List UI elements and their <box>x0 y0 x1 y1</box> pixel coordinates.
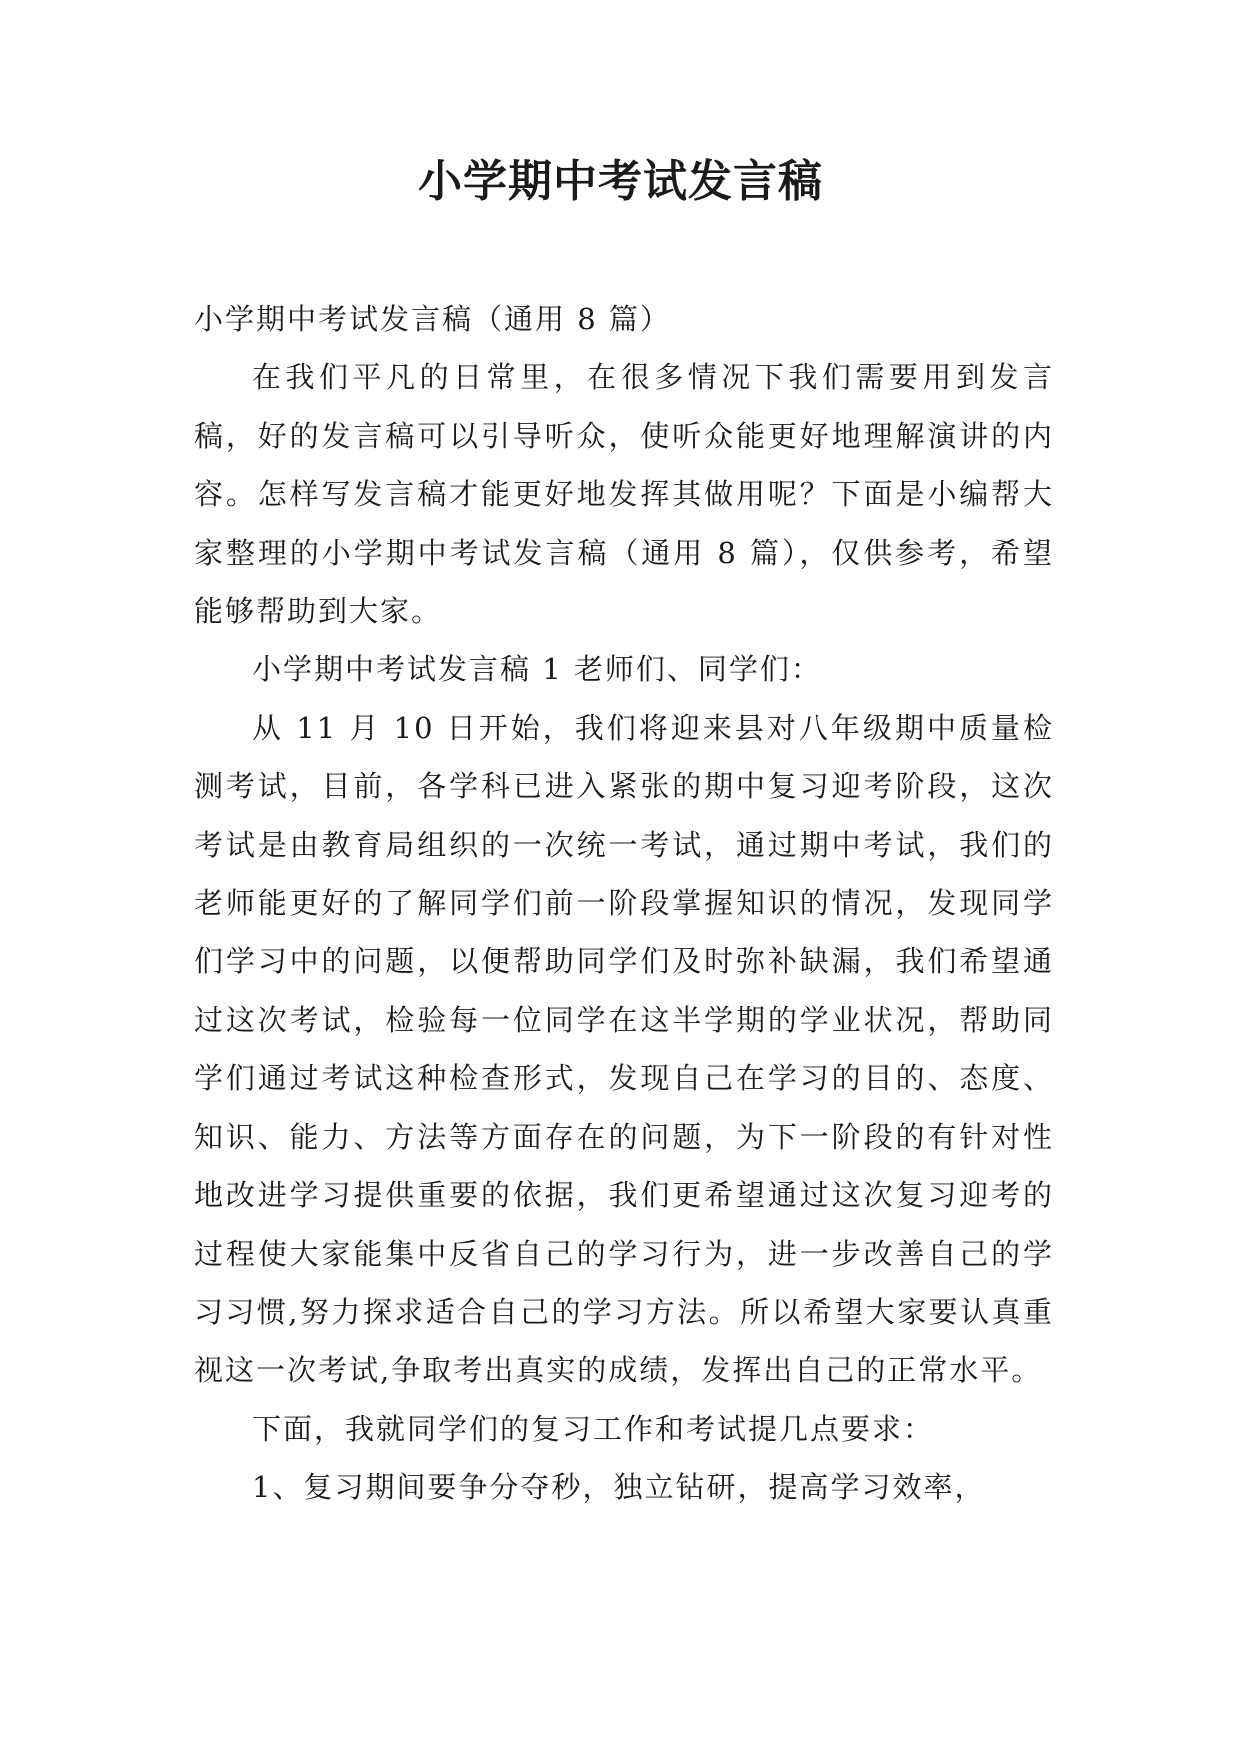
document-title: 小学期中考试发言稿 <box>418 156 823 207</box>
paragraph-subtitle: 小学期中考试发言稿（通用 8 篇） <box>194 302 671 336</box>
paragraph-intro: 在我们平凡的日常里，在很多情况下我们需要用到发言稿，好的发言稿可以引导听众，使听众能更好地理解演讲的内容。怎样写发言稿才能更好地发挥其做用呢？下面是小编帮大家整理的小学期中考试发言稿（通用 8 篇），仅供参考，希望能够帮助到大家。 <box>194 360 1054 629</box>
paragraph-speech-body: 从 11 月 10 日开始，我们将迎来县对八年级期中质量检测考试，目前，各学科已进入紧张的期中复习迎考阶段，这次考试是由教育局组织的一次统一考试，通过期中考试，我们的老师能更好的了解同学们前一阶段掌握知识的情况，发现同学们学习中的问题，以便帮助同学们及时弥补缺漏，我们希望通过这次考试，检验每一位同学在这半学期的学业状况，帮助同学们通过考试这种检查形式，发现自己在学习的目的、态度、知识、能力、方法等方面存在的问题，为下一阶段的有针对性地改进学习提供重要的依据，我们更希望通过这次复习迎考的过程使大家能集中反省自己的学习行为，进一步改善自己的学习习惯,努力探求适合自己的学习方法。所以希望大家要认真重视这一次考试,争取考出真实的成绩，发挥出自己的正常水平。 <box>194 710 1054 1388</box>
paragraph-requirement-1: 1、复习期间要争分夺秒，独立钻研，提高学习效率， <box>252 1470 986 1505</box>
paragraph-requirements-intro: 下面，我就同学们的复习工作和考试提几点要求： <box>252 1411 935 1446</box>
paragraph-speech-heading: 小学期中考试发言稿 1 老师们、同学们： <box>252 652 822 687</box>
document-body <box>194 290 1054 1517</box>
